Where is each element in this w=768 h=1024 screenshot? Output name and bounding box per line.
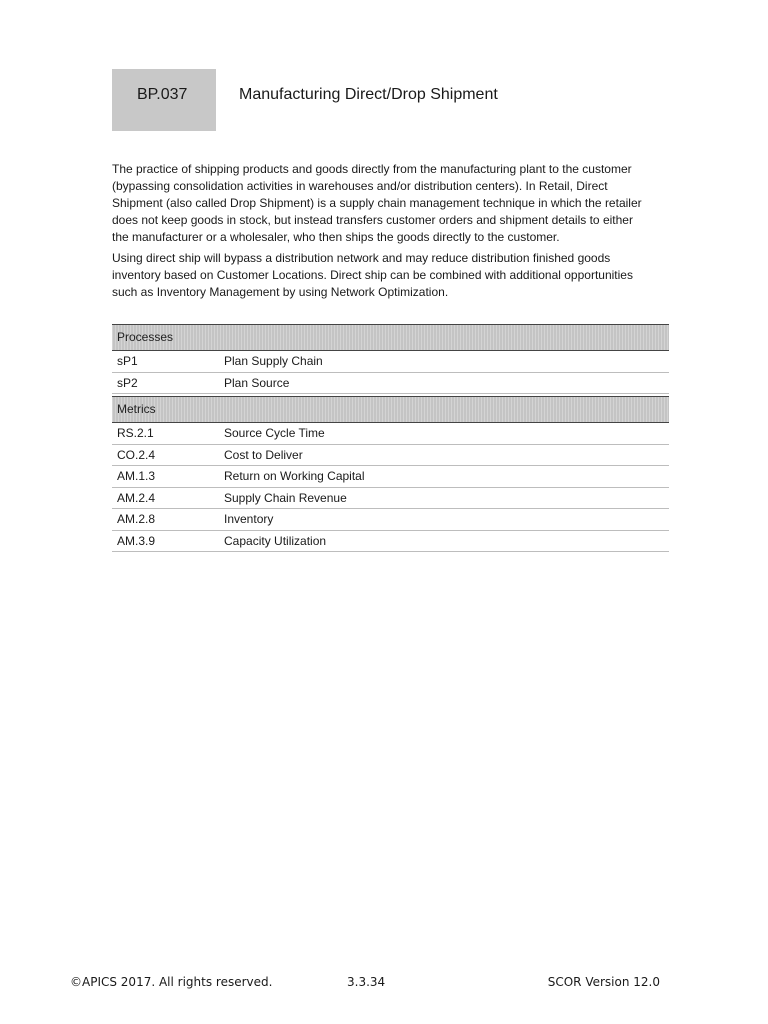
process-code: sP2 [117, 375, 138, 390]
metrics-heading: Metrics [112, 396, 669, 423]
metric-name: Return on Working Capital [224, 469, 365, 483]
metric-code: AM.3.9 [117, 533, 156, 548]
metric-code: RS.2.1 [117, 426, 154, 440]
metric-code: AM.2.8 [117, 512, 156, 526]
process-name: Plan Source [224, 375, 290, 390]
metric-code: AM.2.4 [117, 490, 156, 505]
metric-name: Supply Chain Revenue [224, 490, 347, 505]
intro-paragraph-2: Using direct ship will bypass a distribution network and may reduce distribution finished goods inventory based on Customer Locations. Direct ship can be combined with additional opportunities such as Inventory Management by using Network Optimization. [112, 251, 633, 299]
practice-table [112, 324, 669, 552]
process-name: Plan Supply Chain [224, 354, 323, 368]
footer-page-number: 3.3.34 [347, 975, 386, 989]
table-row [112, 373, 669, 395]
table-row [112, 351, 669, 373]
table-row [112, 423, 669, 445]
table-row [112, 488, 669, 510]
intro-paragraph-1: The practice of shipping products and goods directly from the manufacturing plant to the customer (bypassing consolidation activities in warehouses and/or distribution centers). In Retail, Direct Shipment (also called Drop Shipment) is a supply chain management technique in which the retailer does not keep goods in stock, but instead transfers customer orders and shipment details to either the manufacturer or a wholesaler, who then ships the goods directly to the customer. [112, 162, 642, 244]
metric-name: Source Cycle Time [224, 426, 325, 440]
table-row [112, 466, 669, 488]
metric-name: Cost to Deliver [224, 447, 303, 462]
metric-code: AM.1.3 [117, 469, 156, 483]
metric-name: Inventory [224, 512, 274, 526]
processes-heading: Processes [112, 324, 669, 351]
table-row [112, 445, 669, 467]
metric-code: CO.2.4 [117, 447, 156, 462]
page-title: Manufacturing Direct/Drop Shipment [239, 86, 498, 103]
table-row [112, 531, 669, 553]
bp-code: BP.037 [137, 86, 188, 103]
metric-name: Capacity Utilization [224, 533, 327, 548]
footer-copyright: ©APICS 2017. All rights reserved. [70, 975, 273, 989]
intro-text [112, 161, 652, 305]
process-code: sP1 [117, 354, 138, 368]
table-row [112, 509, 669, 531]
page-footer [70, 975, 660, 991]
footer-version: SCOR Version 12.0 [547, 975, 660, 989]
